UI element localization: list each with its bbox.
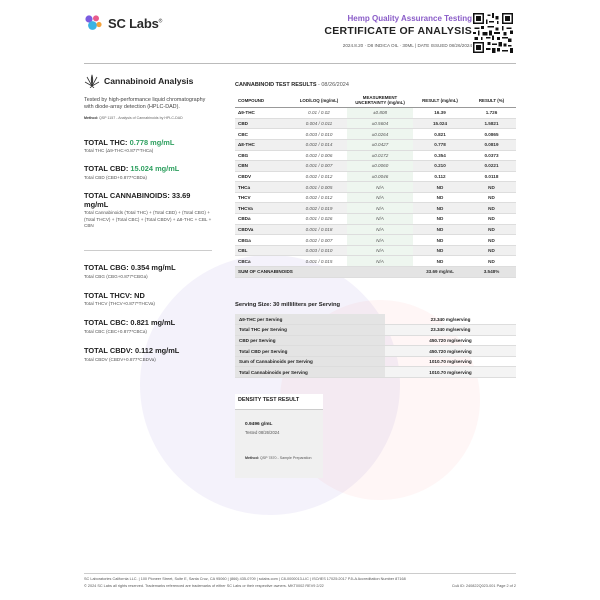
total-thcv-value: ND (134, 290, 145, 300)
test-method-description: Tested by high-performance liquid chromatography with diode-array detection (HPLC-DAD). (84, 97, 206, 111)
total-cbd (84, 164, 214, 181)
total-cbc (84, 318, 214, 335)
total-thc-value: 0.778 mg/mL (129, 137, 175, 147)
result-pct-cell: 0.0373 (467, 150, 516, 161)
result-mg-cell: ND (413, 182, 467, 193)
lod-loq-cell: 0.002 / 0.012 (291, 171, 347, 182)
result-pct-cell: ND (467, 224, 516, 235)
result-pct-cell: 0.0819 (467, 139, 516, 150)
result-pct-cell: 1.726 (467, 108, 516, 119)
total-cbdv (84, 346, 214, 363)
result-pct-cell: 1.5821 (467, 118, 516, 129)
result-pct-cell: ND (467, 214, 516, 225)
compound-name-cell: Δ8-THC (235, 139, 291, 150)
result-mg-cell: ND (413, 203, 467, 214)
total-cbg-formula: Total CBG (CBG+0.877*CBGa) (84, 273, 148, 279)
serving-value: 23.340 mg/serving (385, 325, 516, 336)
footer-copyright: © 2024 SC Labs all rights reserved. Trademarks referenced are trademarks of either SC Labs or their respective owners. MKT0002 REV9 2/22 (84, 584, 324, 588)
total-thcv-formula: Total THCV (THCV+0.877*THCVa) (84, 301, 155, 307)
serving-table (235, 314, 516, 378)
cannabis-leaf-icon (84, 74, 100, 88)
result-mg-cell: ND (413, 256, 467, 267)
serving-label: CBD per Serving (235, 335, 385, 346)
serving-label: Total Cannabinoids per Serving (235, 367, 385, 378)
compound-name-cell: CBDV (235, 171, 291, 182)
footer-lab-info: SC Laboratories California LLC. | 100 Pioneer Street, Suite E, Santa Cruz, CA 95060 | (866) 435-0709 | sclabs.com | C8-0000013-LIC | ISO/IES 17025:2017 PJLA Accreditation Number 87168 (84, 577, 406, 581)
uncertainty-cell: N/A (347, 224, 413, 235)
density-method (235, 435, 323, 461)
sc-labs-logo-icon (84, 14, 104, 32)
result-pct-cell: ND (467, 182, 516, 193)
footer-copyright-row (84, 584, 516, 588)
lod-loq-cell: 0.002 / 0.019 (291, 203, 347, 214)
serving-value: 23.340 mg/serving (385, 314, 516, 325)
lod-loq-cell: 0.002 / 0.012 (291, 192, 347, 203)
lod-loq-cell: 0.001 / 0.015 (291, 256, 347, 267)
table-row (235, 224, 516, 235)
compound-name-cell: CBL (235, 245, 291, 256)
lod-loq-cell: 0.001 / 0.007 (291, 161, 347, 172)
result-pct-cell: ND (467, 256, 516, 267)
compound-name-cell: CBG (235, 150, 291, 161)
total-cbg-value: 0.354 mg/mL (130, 263, 176, 273)
header-divider (84, 63, 516, 64)
result-mg-cell: ND (413, 214, 467, 225)
total-thc (84, 138, 214, 155)
total-cbc-label: TOTAL CBC: (84, 318, 129, 328)
footer-divider (84, 573, 516, 574)
table-row (235, 214, 516, 225)
result-mg-cell: ND (413, 235, 467, 246)
compound-name-cell: CBDVa (235, 224, 291, 235)
total-cbdv-label: TOTAL CBDV: (84, 346, 133, 356)
result-mg-cell: 0.354 (413, 150, 467, 161)
lod-loq-cell: 0.003 / 0.010 (291, 129, 347, 140)
lod-loq-cell: 0.002 / 0.007 (291, 235, 347, 246)
total-cbc-value: 0.821 mg/mL (130, 318, 176, 328)
uncertainty-cell: ±0.808 (347, 108, 413, 119)
serving-row (235, 314, 516, 325)
serving-table-body (235, 314, 516, 378)
uncertainty-cell: N/A (347, 256, 413, 267)
uncertainty-cell: ±0.0060 (347, 161, 413, 172)
total-cbdv-formula: Total CBDV (CBDV+0.877*CBDVa) (84, 356, 156, 362)
table-row (235, 139, 516, 150)
density-value: 0.9496 g/mL (245, 422, 273, 427)
uncertainty-cell: ±0.0264 (347, 129, 413, 140)
density-result-box (235, 394, 323, 478)
table-row (235, 171, 516, 182)
compound-name-cell: CBC (235, 129, 291, 140)
serving-row (235, 325, 516, 336)
qr-code-icon[interactable] (473, 13, 513, 53)
method-text: QSP 1157 - Analysis of Cannabinoids by HPLC-DAD (98, 115, 183, 120)
result-mg-cell: 15.024 (413, 118, 467, 129)
method-label: Method: (84, 115, 98, 120)
uncertainty-cell: N/A (347, 182, 413, 193)
result-mg-cell: ND (413, 192, 467, 203)
cannabinoid-summary (84, 74, 214, 363)
sum-pct: 3.548% (467, 267, 516, 278)
total-cbc-formula: Total CBC (CBC+0.877*CBCa) (84, 328, 147, 334)
table-row (235, 256, 516, 267)
uncertainty-cell: N/A (347, 203, 413, 214)
section-divider (84, 250, 212, 251)
result-pct-cell: ND (467, 245, 516, 256)
result-mg-cell: 0.112 (413, 171, 467, 182)
result-mg-cell: ND (413, 224, 467, 235)
lod-loq-cell: 0.01 / 0.02 (291, 108, 347, 119)
result-pct-cell: 0.0865 (467, 129, 516, 140)
total-cannabinoids-value: 33.69 mg/mL (84, 190, 191, 209)
lod-loq-cell: 0.003 / 0.010 (291, 245, 347, 256)
cannabinoid-analysis-title: Cannabinoid Analysis (104, 76, 194, 86)
column-header-uncertainty: MEASUREMENT UNCERTAINTY (mg/mL) (347, 94, 413, 108)
column-header-result-mg: RESULT (mg/mL) (413, 94, 467, 108)
product-meta: 2024.8.20 · D8 INDICA OIL · 30ML | DATE ISSUED 08/26/2024 (342, 43, 472, 48)
serving-row (235, 335, 516, 346)
result-pct-cell: ND (467, 203, 516, 214)
compound-name-cell: CBDa (235, 214, 291, 225)
density-method-text: QSP 7870 - Sample Preparation (259, 456, 312, 460)
uncertainty-cell: N/A (347, 245, 413, 256)
lod-loq-cell: 0.001 / 0.018 (291, 224, 347, 235)
table-row (235, 245, 516, 256)
uncertainty-cell: ±0.0172 (347, 150, 413, 161)
compound-name-cell: THCa (235, 182, 291, 193)
total-cbd-value: 15.024 mg/mL (130, 164, 180, 174)
total-thc-formula: Total THC (Δ9-THC+0.877*THCa) (84, 148, 154, 154)
table-row (235, 129, 516, 140)
cannabinoid-results-table (235, 94, 516, 278)
uncertainty-cell: ±0.0427 (347, 139, 413, 150)
compound-name-cell: CBGa (235, 235, 291, 246)
density-title: DENSITY TEST RESULT (235, 394, 323, 410)
uncertainty-cell: ±0.0046 (347, 171, 413, 182)
serving-value: 450.720 mg/serving (385, 335, 516, 346)
lod-loq-cell: 0.004 / 0.011 (291, 118, 347, 129)
serving-label: Sum of Cannabinoids per Serving (235, 356, 385, 367)
column-header-compound: COMPOUND (235, 94, 291, 108)
header-subtitle: Hemp Quality Assurance Testing (347, 14, 472, 23)
compound-name-cell: CBN (235, 161, 291, 172)
compound-name-cell: CBD (235, 118, 291, 129)
serving-value: 450.720 mg/serving (385, 346, 516, 357)
sc-labs-logo (84, 14, 162, 32)
column-header-result-pct: RESULT (%) (467, 94, 516, 108)
table-row (235, 108, 516, 119)
serving-label: Total CBD per Serving (235, 346, 385, 357)
cannabinoid-table-title-text: CANNABINOID TEST RESULTS (235, 82, 317, 88)
sum-row (235, 267, 516, 278)
serving-label: Total THC per Serving (235, 325, 385, 336)
compound-name-cell: THCVa (235, 203, 291, 214)
table-row (235, 235, 516, 246)
cannabinoid-analysis-heading (84, 74, 214, 88)
cannabinoid-table-date: - 08/26/2024 (318, 82, 349, 88)
compound-name-cell: THCV (235, 192, 291, 203)
total-cannabinoids-formula: Total Cannabinoids (Total THC) + (Total CBD) + (Total CBG) + (Total THCV) + (Total CBC) + (Total CBDV) + Δ8-THC + CBL + CBN (84, 210, 212, 228)
cannabinoid-table-title (235, 82, 349, 88)
result-mg-cell: 0.778 (413, 139, 467, 150)
density-tested-date: Tested 08/26/2024 (245, 430, 280, 435)
document-title: CERTIFICATE OF ANALYSIS (324, 25, 472, 37)
column-header-lod-loq: LOD/LOQ (mg/mL) (291, 94, 347, 108)
table-row (235, 118, 516, 129)
serving-row (235, 346, 516, 357)
total-cbg (84, 263, 214, 280)
serving-value: 1010.70 mg/serving (385, 367, 516, 378)
sum-mg: 33.69 mg/mL (413, 267, 467, 278)
table-row (235, 203, 516, 214)
lod-loq-cell: 0.001 / 0.026 (291, 214, 347, 225)
total-cannabinoids-label: TOTAL CANNABINOIDS: (84, 190, 170, 200)
table-row (235, 192, 516, 203)
table-row (235, 161, 516, 172)
footer-coa-id: CoA ID: 240822Q023-001 Page 2 of 2 (451, 584, 516, 588)
serving-row (235, 367, 516, 378)
compound-name-cell: CBCa (235, 256, 291, 267)
density-method-label: Method: (245, 456, 259, 460)
uncertainty-cell: N/A (347, 235, 413, 246)
table-row (235, 182, 516, 193)
method-line (84, 116, 214, 120)
total-cbg-label: TOTAL CBG: (84, 263, 129, 273)
table-row (235, 150, 516, 161)
total-thc-label: TOTAL THC: (84, 137, 128, 147)
total-cbd-label: TOTAL CBD: (84, 164, 129, 174)
header-titles (324, 14, 472, 48)
cannabinoid-table-body (235, 108, 516, 278)
logo-registered-mark: ® (158, 18, 163, 25)
uncertainty-cell: ±0.5604 (347, 118, 413, 129)
result-mg-cell: 0.210 (413, 161, 467, 172)
total-thcv (84, 291, 214, 308)
table-header-row (235, 94, 516, 108)
compound-name-cell: Δ9-THC (235, 108, 291, 119)
result-mg-cell: 16.39 (413, 108, 467, 119)
lod-loq-cell: 0.002 / 0.006 (291, 150, 347, 161)
uncertainty-cell: N/A (347, 192, 413, 203)
result-mg-cell: 0.821 (413, 129, 467, 140)
total-cannabinoids (84, 191, 214, 229)
lod-loq-cell: 0.001 / 0.005 (291, 182, 347, 193)
total-cbdv-value: 0.112 mg/mL (134, 346, 180, 356)
uncertainty-cell: N/A (347, 214, 413, 225)
result-pct-cell: ND (467, 192, 516, 203)
logo-text: SC Labs (108, 15, 159, 31)
serving-value: 1010.70 mg/serving (385, 356, 516, 367)
result-pct-cell: 0.0118 (467, 171, 516, 182)
sum-label: SUM OF CANNABINOIDS (235, 267, 413, 278)
total-cbd-formula: Total CBD (CBD+0.877*CBDa) (84, 174, 147, 180)
serving-row (235, 356, 516, 367)
result-pct-cell: 0.0221 (467, 161, 516, 172)
lod-loq-cell: 0.002 / 0.014 (291, 139, 347, 150)
result-mg-cell: ND (413, 245, 467, 256)
total-thcv-label: TOTAL THCV: (84, 290, 133, 300)
result-pct-cell: ND (467, 235, 516, 246)
serving-label: Δ9-THC per Serving (235, 314, 385, 325)
serving-size-title: Serving Size: 30 milliliters per Serving (235, 302, 341, 308)
